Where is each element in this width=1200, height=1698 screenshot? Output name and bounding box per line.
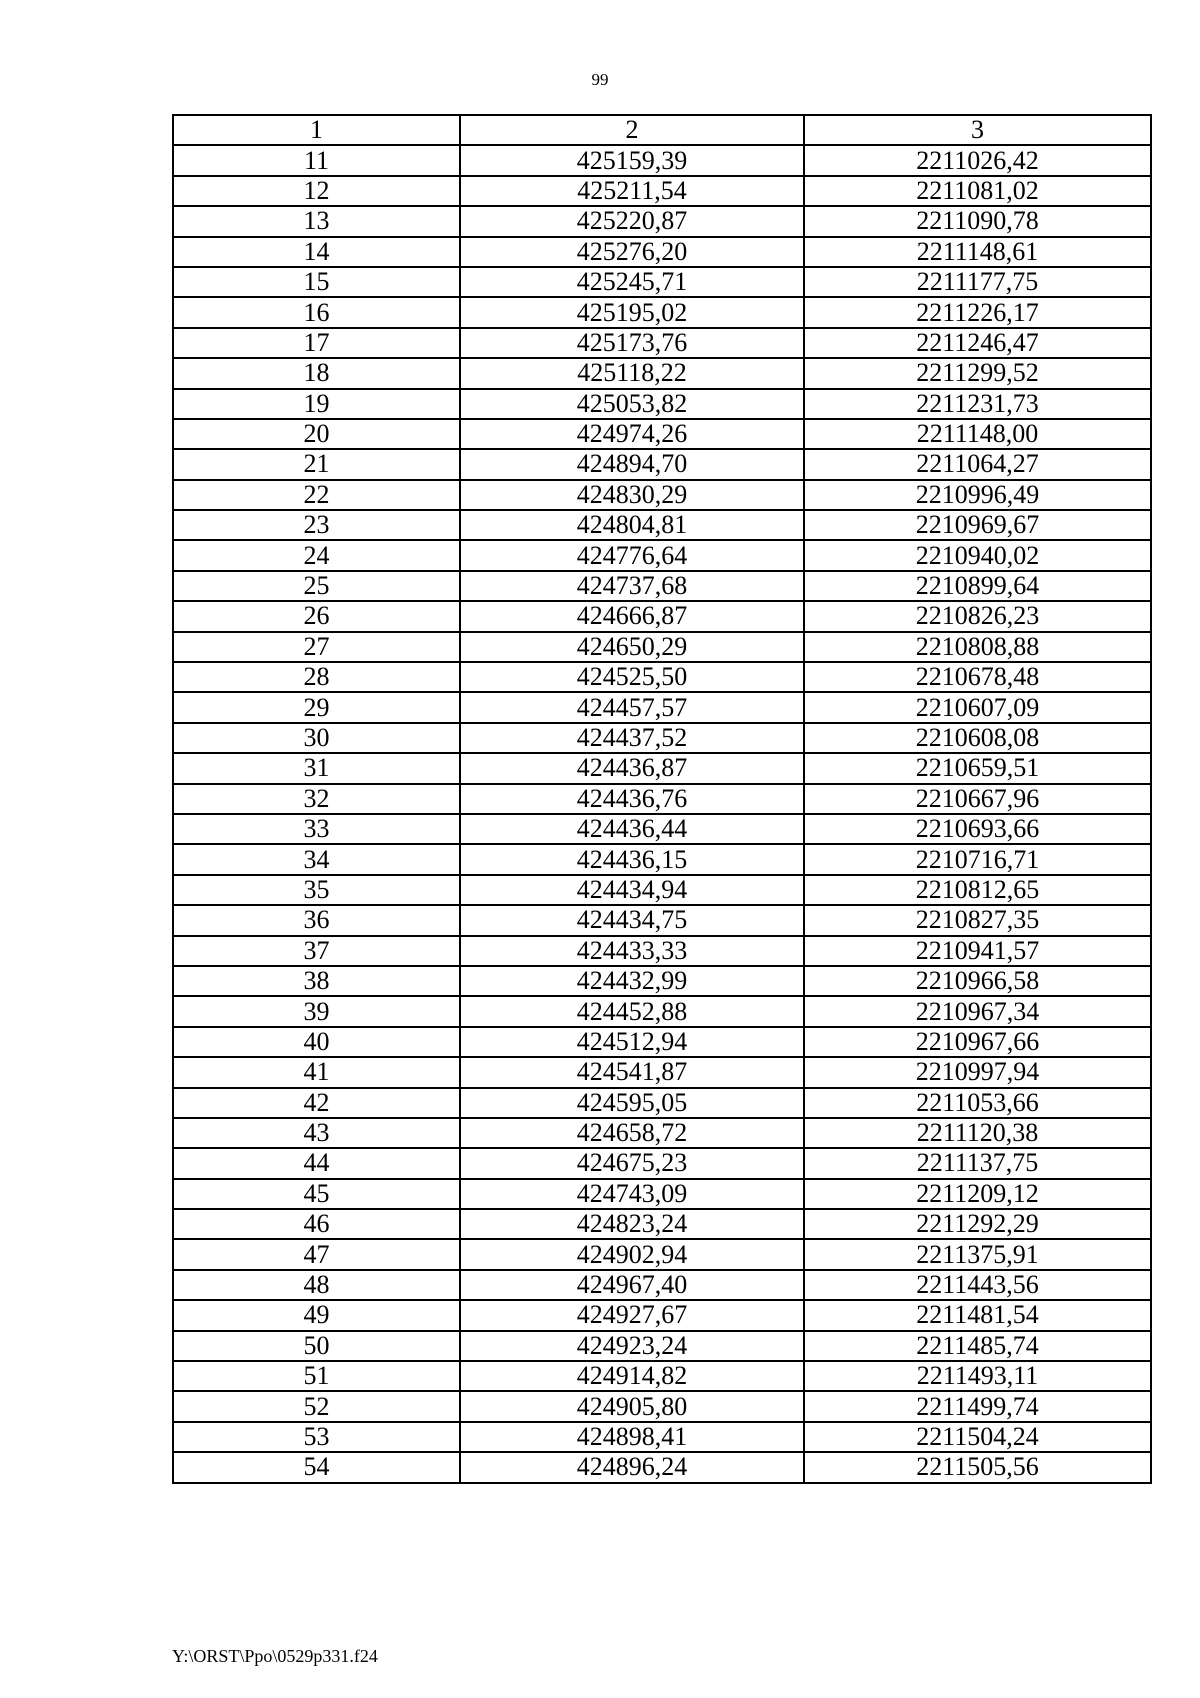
table-row: [173, 480, 1151, 510]
column-header-2: 2: [460, 115, 804, 145]
coordinate-y-cell: 2211493,11: [804, 1361, 1151, 1391]
coordinate-y-cell: 2211481,54: [804, 1300, 1151, 1330]
coordinate-y-cell: 2210827,35: [804, 905, 1151, 935]
table-row: [173, 784, 1151, 814]
point-number-cell: 26: [173, 601, 460, 631]
point-number-cell: 12: [173, 176, 460, 206]
point-number-cell: 40: [173, 1027, 460, 1057]
coordinate-x-cell: 424830,29: [460, 480, 804, 510]
coordinate-y-cell: 2211177,75: [804, 267, 1151, 297]
point-number-cell: 24: [173, 540, 460, 570]
coordinate-x-cell: 424434,94: [460, 875, 804, 905]
point-number-cell: 13: [173, 206, 460, 236]
point-number-cell: 54: [173, 1452, 460, 1482]
coordinate-y-cell: 2211209,12: [804, 1179, 1151, 1209]
coordinate-y-cell: 2211148,00: [804, 419, 1151, 449]
coordinate-x-cell: 424974,26: [460, 419, 804, 449]
table-row: [173, 814, 1151, 844]
coordinate-x-cell: 424658,72: [460, 1118, 804, 1148]
coordinate-x-cell: 424432,99: [460, 966, 804, 996]
table-row: [173, 875, 1151, 905]
table-row: [173, 1331, 1151, 1361]
point-number-cell: 17: [173, 328, 460, 358]
coordinate-y-cell: 2210693,66: [804, 814, 1151, 844]
coordinate-x-cell: 424434,75: [460, 905, 804, 935]
table-row: [173, 1118, 1151, 1148]
coordinate-y-cell: 2211504,24: [804, 1422, 1151, 1452]
table-row: [173, 1088, 1151, 1118]
table-row: [173, 1027, 1151, 1057]
coordinate-x-cell: 424804,81: [460, 510, 804, 540]
coordinate-y-cell: 2211292,29: [804, 1209, 1151, 1239]
coordinate-y-cell: 2210716,71: [804, 844, 1151, 874]
coordinate-y-cell: 2211064,27: [804, 449, 1151, 479]
table-row: [173, 206, 1151, 236]
coordinate-y-cell: 2210826,23: [804, 601, 1151, 631]
coordinate-x-cell: 425245,71: [460, 267, 804, 297]
coordinate-y-cell: 2210667,96: [804, 784, 1151, 814]
coordinate-x-cell: 425159,39: [460, 145, 804, 175]
point-number-cell: 38: [173, 966, 460, 996]
point-number-cell: 51: [173, 1361, 460, 1391]
coordinate-y-cell: 2211090,78: [804, 206, 1151, 236]
point-number-cell: 21: [173, 449, 460, 479]
point-number-cell: 44: [173, 1148, 460, 1178]
point-number-cell: 29: [173, 692, 460, 722]
coordinate-y-cell: 2210941,57: [804, 936, 1151, 966]
coordinate-y-cell: 2211299,52: [804, 358, 1151, 388]
table-row: [173, 571, 1151, 601]
point-number-cell: 20: [173, 419, 460, 449]
point-number-cell: 25: [173, 571, 460, 601]
coordinate-y-cell: 2210608,08: [804, 723, 1151, 753]
coordinate-y-cell: 2211375,91: [804, 1239, 1151, 1269]
coordinate-x-cell: 424914,82: [460, 1361, 804, 1391]
table-row: [173, 1452, 1151, 1482]
point-number-cell: 43: [173, 1118, 460, 1148]
coordinate-y-cell: 2210967,66: [804, 1027, 1151, 1057]
table-row: [173, 145, 1151, 175]
point-number-cell: 33: [173, 814, 460, 844]
table-row: [173, 358, 1151, 388]
point-number-cell: 49: [173, 1300, 460, 1330]
table-row: [173, 662, 1151, 692]
footer-file-path: Y:\ORST\Ppo\0529p331.f24: [172, 1646, 378, 1666]
coordinate-y-cell: 2211137,75: [804, 1148, 1151, 1178]
coordinate-x-cell: 424896,24: [460, 1452, 804, 1482]
point-number-cell: 22: [173, 480, 460, 510]
point-number-cell: 32: [173, 784, 460, 814]
coordinate-y-cell: 2210607,09: [804, 692, 1151, 722]
point-number-cell: 27: [173, 632, 460, 662]
coordinate-y-cell: 2210678,48: [804, 662, 1151, 692]
table-row: [173, 1361, 1151, 1391]
table-row: [173, 753, 1151, 783]
coordinate-x-cell: 424436,87: [460, 753, 804, 783]
table-row: [173, 1209, 1151, 1239]
table-row: [173, 632, 1151, 662]
coordinate-x-cell: 424675,23: [460, 1148, 804, 1178]
coordinate-y-cell: 2210966,58: [804, 966, 1151, 996]
table-body: [173, 145, 1151, 1482]
coordinate-y-cell: 2211443,56: [804, 1270, 1151, 1300]
table-row: [173, 936, 1151, 966]
coordinate-x-cell: 425195,02: [460, 297, 804, 327]
coordinate-x-cell: 424437,52: [460, 723, 804, 753]
coordinate-x-cell: 425118,22: [460, 358, 804, 388]
point-number-cell: 50: [173, 1331, 460, 1361]
table-row: [173, 328, 1151, 358]
point-number-cell: 11: [173, 145, 460, 175]
coordinate-x-cell: 424452,88: [460, 996, 804, 1026]
coordinate-y-cell: 2211246,47: [804, 328, 1151, 358]
point-number-cell: 16: [173, 297, 460, 327]
table-row: [173, 1239, 1151, 1269]
point-number-cell: 18: [173, 358, 460, 388]
coordinate-x-cell: 424823,24: [460, 1209, 804, 1239]
table-row: [173, 1391, 1151, 1421]
coordinate-x-cell: 424525,50: [460, 662, 804, 692]
point-number-cell: 35: [173, 875, 460, 905]
coordinate-x-cell: 424967,40: [460, 1270, 804, 1300]
table-row: [173, 389, 1151, 419]
table-row: [173, 601, 1151, 631]
coordinate-x-cell: 424433,33: [460, 936, 804, 966]
coordinates-table: [172, 114, 1152, 1484]
point-number-cell: 39: [173, 996, 460, 1026]
table-row: [173, 723, 1151, 753]
coordinate-x-cell: 424457,57: [460, 692, 804, 722]
table-row: [173, 297, 1151, 327]
coordinate-y-cell: 2210996,49: [804, 480, 1151, 510]
coordinate-y-cell: 2211499,74: [804, 1391, 1151, 1421]
coordinate-x-cell: 424737,68: [460, 571, 804, 601]
table-row: [173, 692, 1151, 722]
coordinate-y-cell: 2210812,65: [804, 875, 1151, 905]
table-row: [173, 996, 1151, 1026]
coordinate-y-cell: 2210659,51: [804, 753, 1151, 783]
coordinate-y-cell: 2211120,38: [804, 1118, 1151, 1148]
table-row: [173, 267, 1151, 297]
point-number-cell: 41: [173, 1057, 460, 1087]
coordinate-x-cell: 424927,67: [460, 1300, 804, 1330]
table-row: [173, 1057, 1151, 1087]
coordinate-y-cell: 2210808,88: [804, 632, 1151, 662]
coordinate-y-cell: 2211148,61: [804, 237, 1151, 267]
point-number-cell: 31: [173, 753, 460, 783]
table-row: [173, 905, 1151, 935]
point-number-cell: 30: [173, 723, 460, 753]
table-row: [173, 1270, 1151, 1300]
table-row: [173, 419, 1151, 449]
coordinate-x-cell: 424905,80: [460, 1391, 804, 1421]
column-header-1: 1: [173, 115, 460, 145]
point-number-cell: 36: [173, 905, 460, 935]
table-header-row: [173, 115, 1151, 145]
coordinate-x-cell: 425220,87: [460, 206, 804, 236]
coordinate-y-cell: 2210940,02: [804, 540, 1151, 570]
table-row: [173, 449, 1151, 479]
coordinate-y-cell: 2210899,64: [804, 571, 1151, 601]
coordinate-x-cell: 424666,87: [460, 601, 804, 631]
coordinate-y-cell: 2210969,67: [804, 510, 1151, 540]
table-row: [173, 540, 1151, 570]
coordinate-x-cell: 424541,87: [460, 1057, 804, 1087]
point-number-cell: 48: [173, 1270, 460, 1300]
point-number-cell: 14: [173, 237, 460, 267]
coordinate-y-cell: 2211053,66: [804, 1088, 1151, 1118]
point-number-cell: 23: [173, 510, 460, 540]
page-number: 99: [591, 70, 609, 89]
column-header-3: 3: [804, 115, 1151, 145]
table-row: [173, 1300, 1151, 1330]
coordinate-y-cell: 2211505,56: [804, 1452, 1151, 1482]
point-number-cell: 19: [173, 389, 460, 419]
coordinate-y-cell: 2210997,94: [804, 1057, 1151, 1087]
coordinate-x-cell: 424894,70: [460, 449, 804, 479]
point-number-cell: 42: [173, 1088, 460, 1118]
point-number-cell: 53: [173, 1422, 460, 1452]
table-row: [173, 966, 1151, 996]
coordinate-y-cell: 2211231,73: [804, 389, 1151, 419]
coordinate-x-cell: 424923,24: [460, 1331, 804, 1361]
coordinate-x-cell: 425053,82: [460, 389, 804, 419]
coordinate-x-cell: 424436,15: [460, 844, 804, 874]
coordinate-x-cell: 425173,76: [460, 328, 804, 358]
point-number-cell: 28: [173, 662, 460, 692]
point-number-cell: 37: [173, 936, 460, 966]
table-row: [173, 176, 1151, 206]
coordinate-x-cell: 424436,76: [460, 784, 804, 814]
table-row: [173, 844, 1151, 874]
coordinate-x-cell: 425276,20: [460, 237, 804, 267]
point-number-cell: 45: [173, 1179, 460, 1209]
coordinate-x-cell: 424743,09: [460, 1179, 804, 1209]
point-number-cell: 46: [173, 1209, 460, 1239]
coordinate-x-cell: 424898,41: [460, 1422, 804, 1452]
point-number-cell: 34: [173, 844, 460, 874]
coordinate-x-cell: 424512,94: [460, 1027, 804, 1057]
coordinate-x-cell: 425211,54: [460, 176, 804, 206]
point-number-cell: 47: [173, 1239, 460, 1269]
table-row: [173, 510, 1151, 540]
coordinate-y-cell: 2211026,42: [804, 145, 1151, 175]
table-row: [173, 1148, 1151, 1178]
point-number-cell: 15: [173, 267, 460, 297]
coordinate-x-cell: 424436,44: [460, 814, 804, 844]
coordinate-x-cell: 424776,64: [460, 540, 804, 570]
table-row: [173, 237, 1151, 267]
point-number-cell: 52: [173, 1391, 460, 1421]
coordinate-y-cell: 2210967,34: [804, 996, 1151, 1026]
table-row: [173, 1179, 1151, 1209]
coordinate-y-cell: 2211485,74: [804, 1331, 1151, 1361]
coordinate-x-cell: 424595,05: [460, 1088, 804, 1118]
coordinate-x-cell: 424902,94: [460, 1239, 804, 1269]
coordinate-y-cell: 2211226,17: [804, 297, 1151, 327]
table-row: [173, 1422, 1151, 1452]
coordinate-x-cell: 424650,29: [460, 632, 804, 662]
coordinate-y-cell: 2211081,02: [804, 176, 1151, 206]
